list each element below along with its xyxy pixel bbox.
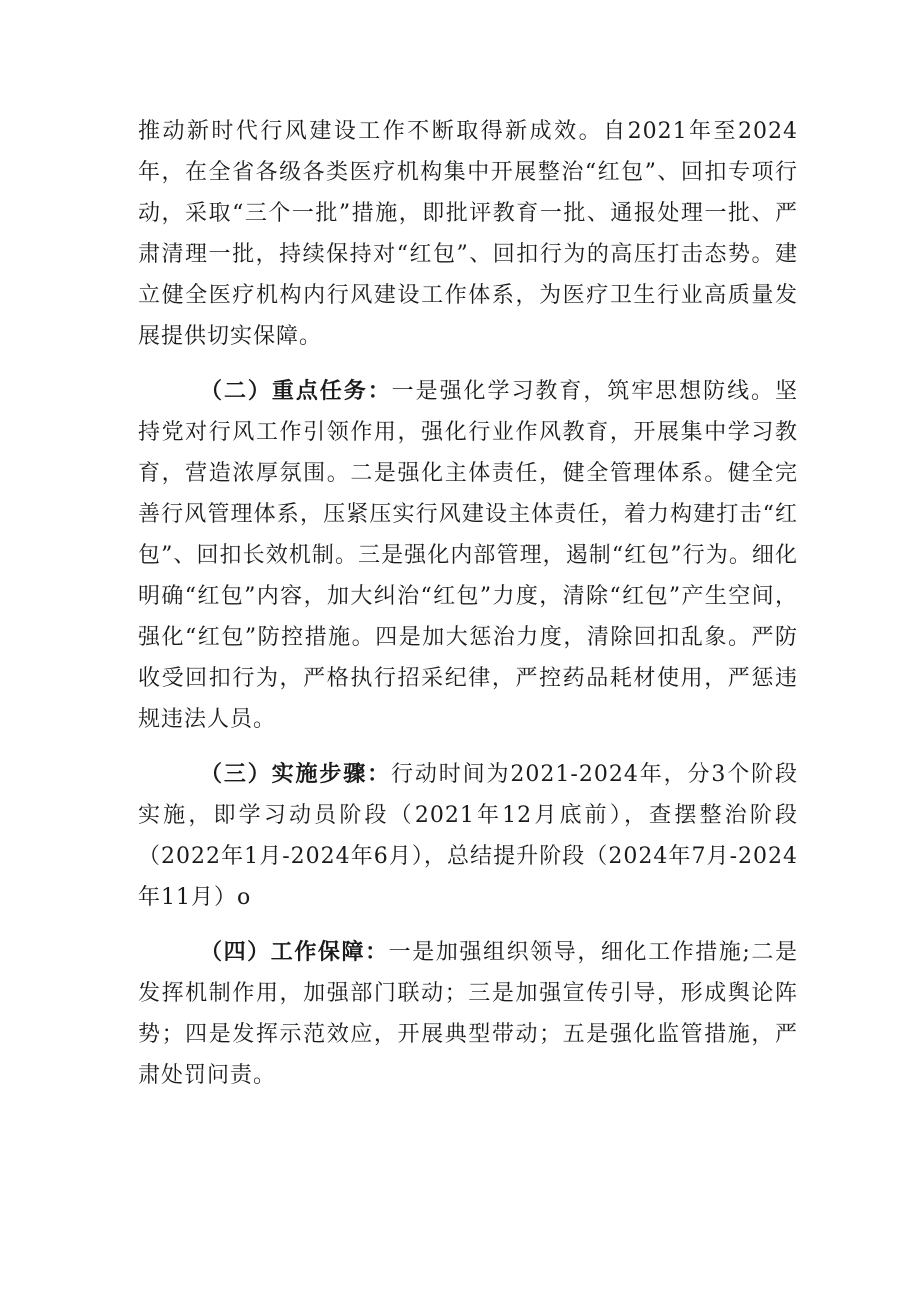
paragraph-text: 一是加强组织领导，细化工作措施;二是发挥机制作用，加强部门联动；三是加强宣传引导，形成舆论阵势；四是发挥示范效应，开展典型带动；五是强化监管措施，严肃处罚问责。 [138,940,798,1088]
paragraph-text: 一是强化学习教育，筑牢思想防线。坚持党对行风工作引领作用，强化行业作风教育，开展集中学习教育，营造浓厚氛围。二是强化主体责任，健全管理体系。健全完善行风管理体系，压紧压实行风建设主体责任，着力构建打击“红包”、回扣长效机制。三是强化内部管理，遏制“红包”行为。细化明确“红包”内容，加大纠治“红包”力度，清除“红包”产生空间，强化“红包”防控措施。四是加大惩治力度，清除回扣乱象。严防收受回扣行为，严格执行招采纪律，严控药品耗材使用，严惩违规违法人员。 [138,379,798,732]
paragraph-text: 推动新时代行风建设工作不断取得新成效。自2021年至2024年，在全省各级各类医疗机构集中开展整治“红包”、回扣专项行动，采取“三个一批”措施，即批评教育一批、通报处理一批、严肃清理一批，持续保持对“红包”、回扣行为的高压打击态势。建立健全医疗机构内行风建设工作体系，为医疗卫生行业高质量发展提供切实保障。 [138,119,798,349]
section-heading-work-guarantee: （四）工作保障： [200,940,389,965]
paragraph-implementation-steps [138,754,798,918]
paragraph-continuation [138,111,798,357]
section-heading-implementation-steps: （三）实施步骤： [200,762,392,787]
paragraph-work-guarantee [138,932,798,1096]
paragraph-text: 行动时间为2021-2024年，分3个阶段实施，即学习动员阶段（2021年12月底前），查摆整治阶段（2022年1月-2024年6月），总结提升阶段（2024年7月-2024年11月）o [138,762,798,910]
document-body [138,111,798,1110]
paragraph-key-tasks [138,371,798,740]
section-heading-key-tasks: （二）重点任务： [200,379,392,404]
